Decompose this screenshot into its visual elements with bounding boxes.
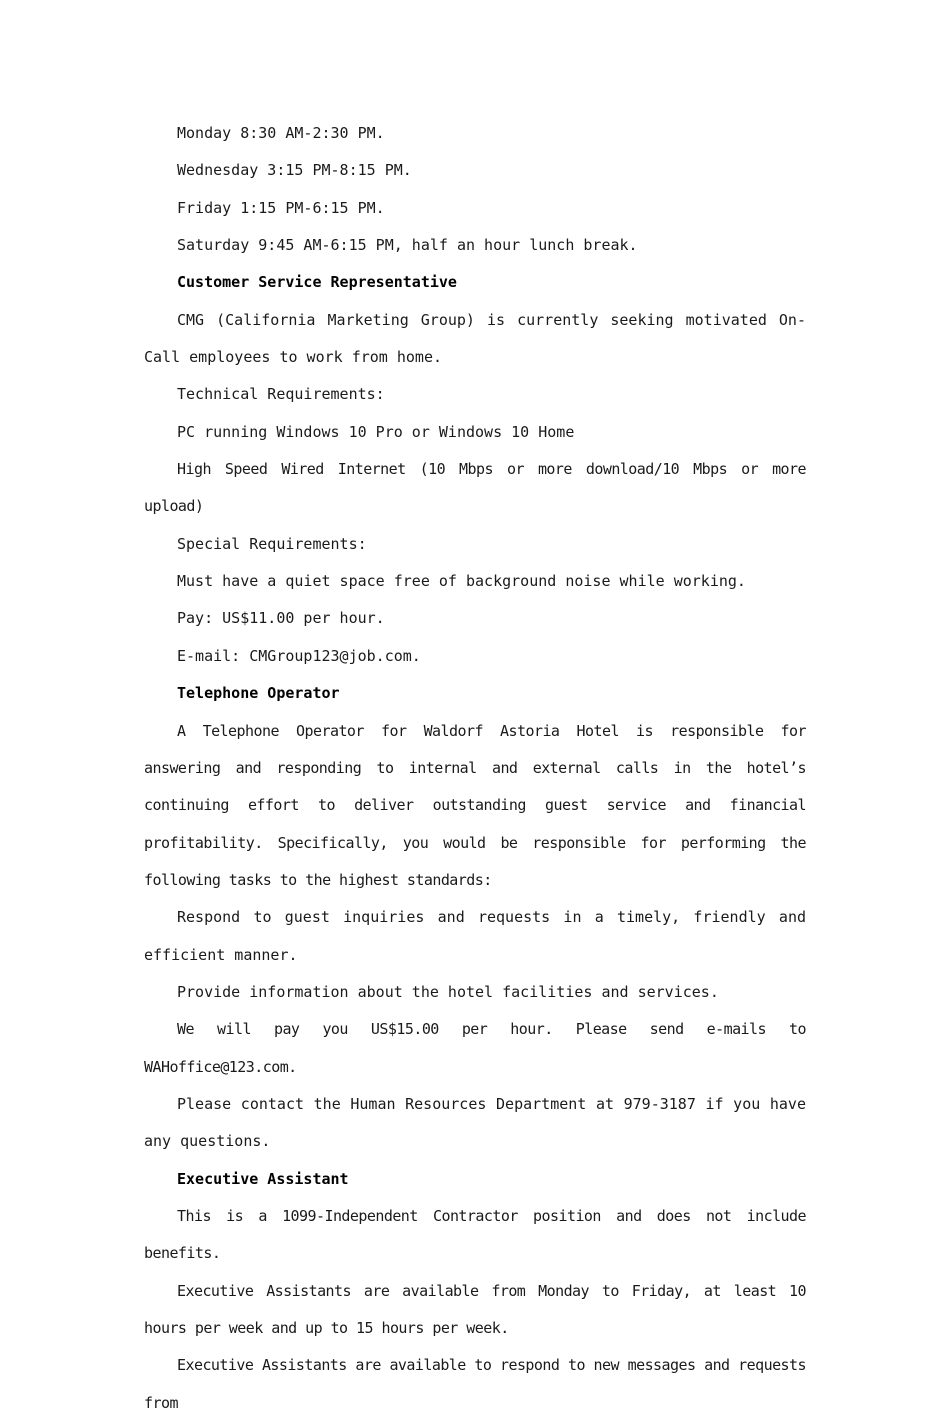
operator-task-1: Respond to guest inquiries and requests in a timely, friendly and efficient manner. — [144, 908, 806, 964]
schedule-monday: Monday 8:30 AM-2:30 PM. — [177, 124, 385, 142]
schedule-friday: Friday 1:15 PM-6:15 PM. — [177, 198, 385, 217]
operator-contact: Please contact the Human Resources Department at 979-3187 if you have any questions. — [144, 1094, 806, 1151]
assistant-line-1: This is a 1099-Independent Contractor position and does not include benefits. — [144, 1206, 806, 1263]
csr-tech-item-2: High Speed Wired Internet (10 Mbps or more download/10 Mbps or more upload) — [144, 460, 806, 516]
operator-pay: We will pay you US$15.00 per hour. Please send e-mails to WAHoffice@123.com. — [144, 1020, 806, 1076]
csr-heading: Customer Service Representative — [177, 273, 457, 292]
assistant-heading: Executive Assistant — [177, 1169, 349, 1188]
assistant-line-2: Executive Assistants are available from Monday to Friday, at least 10 hours per week and up to 15 hours per week. — [144, 1281, 806, 1337]
document-body — [144, 115, 806, 1422]
csr-tech-item-1: PC running Windows 10 Pro or Windows 10 Home — [177, 422, 575, 441]
operator-task-2: Provide information about the hotel facilities and services. — [177, 982, 719, 1001]
schedule-saturday: Saturday 9:45 AM-6:15 PM, half an hour lunch break. — [177, 236, 638, 255]
csr-tech-heading: Technical Requirements: — [177, 385, 385, 404]
csr-email: E-mail: CMGroup123@job.com. — [177, 646, 421, 665]
csr-special-heading: Special Requirements: — [177, 534, 367, 553]
csr-pay: Pay: US$11.00 per hour. — [177, 609, 385, 628]
csr-special-item-1: Must have a quiet space free of background noise while working. — [177, 572, 746, 591]
schedule-wednesday: Wednesday 3:15 PM-8:15 PM. — [177, 161, 412, 180]
assistant-line-3: Executive Assistants are available to respond to new messages and requests from — [144, 1356, 806, 1412]
operator-heading: Telephone Operator — [177, 684, 340, 703]
operator-intro: A Telephone Operator for Waldorf Astoria Hotel is responsible for answering and responding to internal and external calls in the hotel’s continuing effort to deliver outstanding guest service and financial profitability. Specifically, you would be responsible for performing the following tasks to the highest standards: — [144, 721, 806, 889]
csr-intro: CMG (California Marketing Group) is currently seeking motivated On-Call employees to work from home. — [144, 310, 806, 367]
